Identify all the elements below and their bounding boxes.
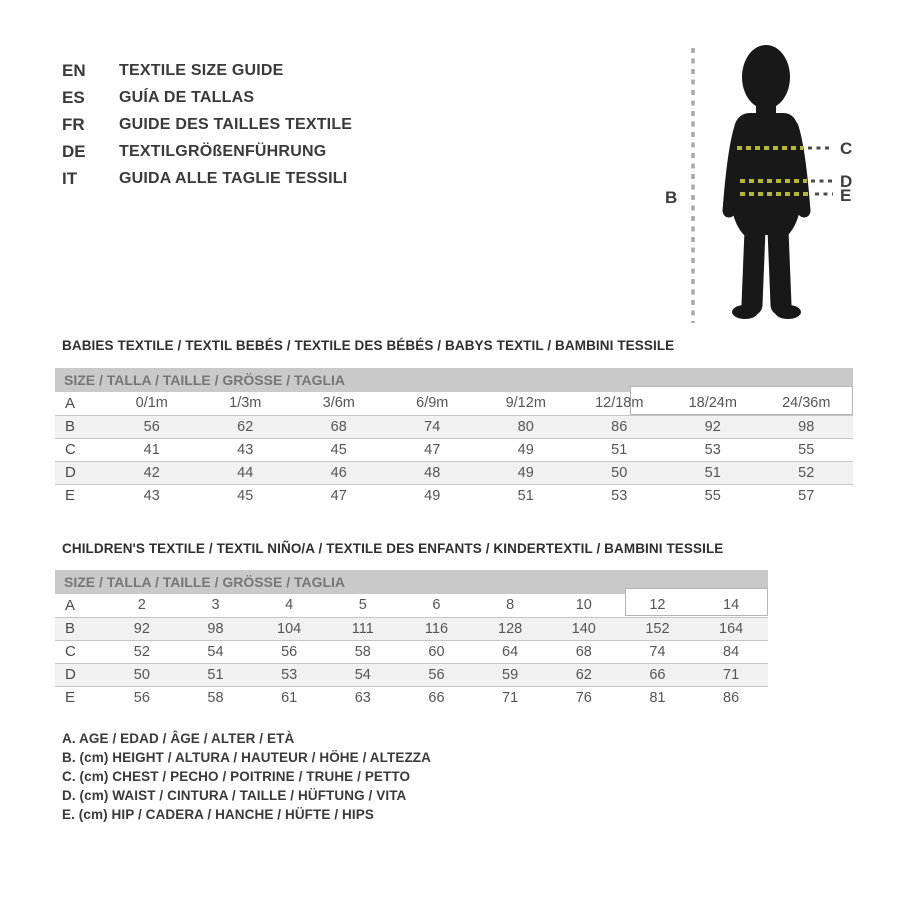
- size-cell: 49: [479, 461, 573, 484]
- size-cell: 51: [517, 487, 534, 504]
- table-row: [55, 594, 768, 617]
- size-cell: 6/9m: [416, 395, 449, 412]
- size-cell: 51: [666, 461, 760, 484]
- size-cell: 116: [400, 617, 474, 640]
- table-row: [55, 392, 853, 415]
- table-row: [55, 484, 853, 507]
- size-cell: 61: [281, 689, 298, 706]
- size-cell: 55: [798, 441, 815, 458]
- size-cell: 12/18m: [595, 395, 644, 412]
- size-cell: 80: [479, 415, 573, 438]
- size-cell: 76: [575, 689, 592, 706]
- row-letter: C: [65, 643, 76, 660]
- language-title-list: [62, 57, 352, 192]
- size-cell: 74: [649, 643, 666, 660]
- lang-code: EN: [62, 60, 86, 80]
- table-row: [55, 438, 853, 461]
- size-cell: 12: [649, 597, 666, 614]
- legend-chest: C. (cm) CHEST / PECHO / POITRINE / TRUHE / PETTO: [62, 769, 411, 784]
- size-cell: 45: [330, 441, 347, 458]
- size-cell: 46: [292, 461, 386, 484]
- legend-age: A. AGE / EDAD / ÂGE / ALTER / ETÀ: [62, 731, 295, 746]
- lang-row-de: [62, 138, 352, 165]
- size-cell: 58: [207, 689, 224, 706]
- height-letter: B: [665, 188, 678, 207]
- size-cell: 81: [649, 689, 666, 706]
- size-cell: 51: [611, 441, 628, 458]
- size-cell: 71: [694, 663, 768, 686]
- size-cell: 41: [143, 441, 160, 458]
- lang-code: ES: [62, 87, 85, 107]
- row-letter: C: [65, 441, 76, 458]
- lang-title: TEXTILE SIZE GUIDE: [119, 61, 284, 79]
- size-cell: 24/36m: [782, 395, 831, 412]
- size-cell: 66: [621, 663, 695, 686]
- size-cell: 53: [252, 663, 326, 686]
- size-cell: 56: [105, 415, 199, 438]
- size-cell: 6: [432, 597, 441, 614]
- size-cell: 42: [105, 461, 199, 484]
- size-cell: 71: [502, 689, 519, 706]
- size-cell: 50: [573, 461, 667, 484]
- size-cell: 48: [386, 461, 480, 484]
- lang-title: GUIDA ALLE TAGLIE TESSILI: [119, 169, 348, 187]
- size-cell: 4: [285, 597, 294, 614]
- size-cell: 10: [575, 597, 592, 614]
- table-row: [55, 415, 853, 438]
- lang-row-en: [62, 57, 352, 84]
- size-cell: 47: [330, 487, 347, 504]
- lang-row-fr: [62, 111, 352, 138]
- legend-height: B. (cm) HEIGHT / ALTURA / HAUTEUR / HÖHE / ALTEZZA: [62, 750, 431, 765]
- babies-section-title: BABIES TEXTILE / TEXTIL BEBÉS / TEXTILE DES BÉBÉS / BABYS TEXTIL / BAMBINI TESSILE: [62, 338, 675, 353]
- size-cell: 62: [547, 663, 621, 686]
- size-cell: 86: [723, 689, 740, 706]
- table-row: [55, 663, 768, 686]
- size-cell: 53: [704, 441, 721, 458]
- size-cell: 104: [252, 617, 326, 640]
- row-letter: A: [65, 394, 76, 412]
- row-letter: B: [55, 617, 105, 640]
- size-cell: 1/3m: [229, 395, 262, 412]
- lang-title: GUÍA DE TALLAS: [119, 88, 255, 106]
- lang-title: GUIDE DES TAILLES TEXTILE: [119, 115, 353, 133]
- size-cell: 55: [704, 487, 721, 504]
- lang-code: DE: [62, 141, 86, 161]
- size-cell: 74: [386, 415, 480, 438]
- table-row: [55, 461, 853, 484]
- size-cell: 18/24m: [688, 395, 737, 412]
- measurement-figure: [655, 35, 870, 330]
- size-cell: 152: [621, 617, 695, 640]
- size-cell: 98: [179, 617, 253, 640]
- size-cell: 52: [133, 643, 150, 660]
- row-letter: B: [55, 415, 105, 438]
- size-cell: 3/6m: [322, 395, 355, 412]
- babies-size-header: SIZE / TALLA / TAILLE / GRÖSSE / TAGLIA: [55, 368, 853, 392]
- size-cell: 0/1m: [135, 395, 168, 412]
- size-cell: 64: [502, 643, 519, 660]
- size-cell: 98: [760, 415, 854, 438]
- size-cell: 5: [358, 597, 367, 614]
- size-cell: 14: [723, 597, 740, 614]
- children-section-title: CHILDREN'S TEXTILE / TEXTIL NIÑO/A / TEXTILE DES ENFANTS / KINDERTEXTIL / BAMBINI TESSILE: [62, 541, 724, 556]
- size-cell: 68: [292, 415, 386, 438]
- size-cell: 111: [326, 617, 400, 640]
- size-cell: 43: [143, 487, 160, 504]
- hip-letter: E: [840, 186, 852, 205]
- size-cell: 60: [428, 643, 445, 660]
- size-cell: 54: [326, 663, 400, 686]
- children-size-header: SIZE / TALLA / TAILLE / GRÖSSE / TAGLIA: [55, 570, 768, 594]
- size-cell: 57: [798, 487, 815, 504]
- size-cell: 140: [547, 617, 621, 640]
- size-cell: 59: [473, 663, 547, 686]
- row-letter: E: [65, 487, 76, 505]
- size-cell: 63: [354, 689, 371, 706]
- size-cell: 56: [133, 689, 150, 706]
- size-cell: 45: [237, 487, 254, 504]
- row-letter: A: [65, 596, 76, 614]
- size-cell: 8: [506, 597, 515, 614]
- size-cell: 49: [424, 487, 441, 504]
- size-cell: 56: [281, 643, 298, 660]
- lang-code: IT: [62, 168, 78, 188]
- child-silhouette-diagram: [655, 35, 870, 330]
- size-cell: 51: [179, 663, 253, 686]
- size-cell: 9/12m: [505, 395, 546, 412]
- table-row: [55, 686, 768, 709]
- size-cell: 128: [473, 617, 547, 640]
- size-cell: 68: [575, 643, 592, 660]
- size-cell: 3: [211, 597, 220, 614]
- waist-letter: D: [840, 172, 853, 191]
- size-cell: 84: [723, 643, 740, 660]
- lang-title: TEXTILGRÖßENFÜHRUNG: [119, 142, 327, 160]
- row-letter: D: [55, 663, 105, 686]
- lang-row-it: [62, 165, 352, 192]
- row-letter: D: [55, 461, 105, 484]
- children-grid: [55, 594, 768, 709]
- legend-waist: D. (cm) WAIST / CINTURA / TAILLE / HÜFTUNG / VITA: [62, 788, 407, 803]
- size-cell: 43: [237, 441, 254, 458]
- size-cell: 54: [207, 643, 224, 660]
- size-cell: 47: [424, 441, 441, 458]
- row-letter: E: [65, 689, 76, 707]
- size-cell: 49: [517, 441, 534, 458]
- table-row: [55, 617, 768, 640]
- chest-letter: C: [840, 139, 853, 158]
- size-cell: 66: [428, 689, 445, 706]
- lang-code: FR: [62, 114, 85, 134]
- measurement-legend: [62, 729, 431, 824]
- size-cell: 86: [573, 415, 667, 438]
- size-cell: 56: [400, 663, 474, 686]
- babies-grid: [55, 392, 853, 507]
- size-cell: 2: [137, 597, 146, 614]
- legend-hip: E. (cm) HIP / CADERA / HANCHE / HÜFTE / HIPS: [62, 807, 374, 822]
- table-row: [55, 640, 768, 663]
- babies-size-table: [55, 368, 853, 507]
- size-cell: 53: [611, 487, 628, 504]
- lang-row-es: [62, 84, 352, 111]
- size-cell: 164: [694, 617, 768, 640]
- size-cell: 50: [105, 663, 179, 686]
- size-cell: 44: [199, 461, 293, 484]
- size-cell: 92: [666, 415, 760, 438]
- size-cell: 58: [354, 643, 371, 660]
- size-cell: 62: [199, 415, 293, 438]
- size-cell: 52: [760, 461, 854, 484]
- children-size-table: [55, 570, 768, 709]
- size-cell: 92: [105, 617, 179, 640]
